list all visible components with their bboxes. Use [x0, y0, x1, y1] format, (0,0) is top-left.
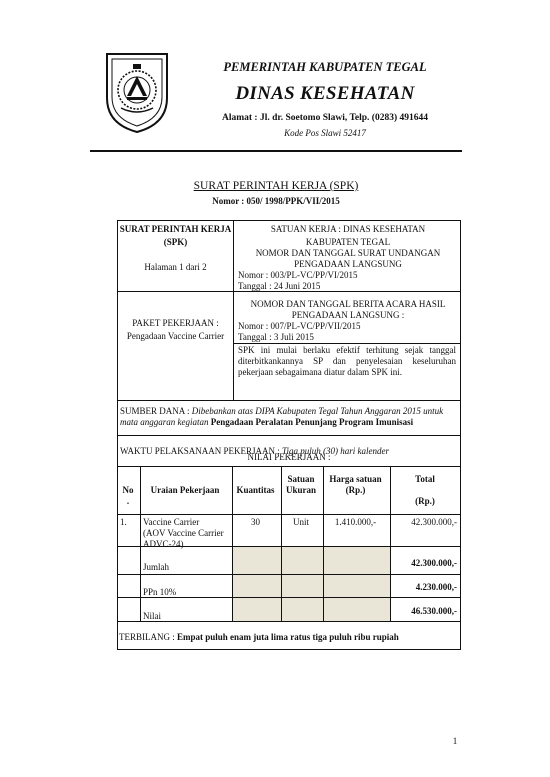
agency-name: DINAS KESEHATAN [235, 83, 415, 104]
col-harga-unit: (Rp.) [345, 485, 366, 495]
invitation-heading-2: PENGADAAN LANGSUNG [294, 259, 402, 269]
ppn-value: 4.230.000,- [415, 582, 457, 592]
nilai-value: 46.530.000,- [411, 606, 457, 616]
page-indicator: Halaman 1 dari 2 [144, 262, 207, 272]
item-no: 1. [120, 517, 127, 527]
agency-address: Alamat : Jl. dr. Soetomo Slawi, Telp. (0283) 491644 [221, 113, 429, 123]
col-ukuran: Ukuran [285, 485, 316, 495]
validity-text-3: pekerjaan sebagaimana diatur dalam SPK ini. [238, 367, 402, 377]
spk-label-abbrev: (SPK) [163, 237, 188, 247]
jumlah-value: 42.300.000,- [411, 558, 457, 568]
validity-text-2: diterbitkankannya SP dan penyelesaian keseluruhan [238, 356, 456, 366]
page-number: 1 [452, 736, 458, 746]
col-uraian: Uraian Pekerjaan [150, 485, 220, 495]
terbilang-line [119, 632, 459, 643]
item-price: 1.410.000,- [334, 517, 377, 527]
ba-heading: NOMOR DAN TANGGAL BERITA ACARA HASIL [250, 299, 446, 309]
package-label: PAKET PEKERJAAN : [132, 318, 219, 328]
letterhead-divider [90, 150, 462, 152]
invitation-heading: NOMOR DAN TANGGAL SURAT UNDANGAN [255, 248, 441, 258]
item-desc-2: (AOV Vaccine Carrier [143, 528, 224, 538]
col-no: No [122, 485, 134, 495]
work-unit-region: KABUPATEN TEGAL [305, 237, 391, 247]
col-satuan: Satuan [287, 474, 315, 484]
col-total: Total [415, 474, 435, 484]
document-title: SURAT PERINTAH KERJA (SPK) [193, 180, 359, 192]
invitation-date: Tanggal : 24 Juni 2015 [238, 281, 321, 291]
item-unit: Unit [292, 517, 309, 527]
invitation-number: Nomor : 003/PL-VC/PP/VI/2015 [238, 270, 358, 280]
funding-label: SUMBER DANA : [120, 406, 192, 416]
value-section [117, 220, 461, 650]
funding-text: Dibebankan atas DIPA Kabupaten Tegal Tahun Anggaran 2015 untuk [191, 406, 444, 416]
ppn-label: PPn 10% [143, 587, 177, 597]
col-no-dot: . [126, 496, 130, 506]
value-heading: NILAI PEKERJAAN : [247, 452, 331, 462]
ba-number: Nomor : 007/PL-VC/PP/VII/2015 [238, 321, 361, 331]
validity-text-1: SPK ini mulai berlaku efektif terhitung sejak tanggal [238, 345, 456, 355]
nilai-label: Nilai [143, 611, 161, 621]
funding-activity: Pengadaan Peralatan Penunjang Program Imunisasi [210, 417, 414, 427]
spk-label: SURAT PERINTAH KERJA [119, 224, 232, 234]
terbilang-value: Empat puluh enam juta lima ratus tiga puluh ribu rupiah [177, 632, 399, 642]
duration-label: WAKTU PELAKSANAAN PEKERJAAN : [120, 446, 282, 456]
item-total: 42.300.000,- [411, 517, 457, 527]
duration-value: Tiga puluh (30) hari kalender [282, 446, 389, 456]
package-name: Pengadaan Vaccine Carrier [126, 331, 225, 341]
jumlah-label: Jumlah [143, 562, 169, 572]
ba-heading-2: PENGADAAN LANGSUNG : [291, 310, 405, 320]
postal-code: Kode Pos Slawi 52417 [284, 128, 366, 138]
col-harga: Harga satuan [329, 474, 382, 484]
col-total-unit: (Rp.) [415, 496, 435, 506]
government-name: PEMERINTAH KABUPATEN TEGAL [223, 60, 427, 74]
document-number: Nomor : 050/ 1998/PPK/VII/2015 [212, 196, 340, 206]
terbilang-label: TERBILANG : [119, 632, 177, 642]
col-kuantitas: Kuantitas [236, 485, 275, 495]
kabupaten-tegal-seal-icon [103, 50, 171, 134]
item-desc-3: ADVC-24) [143, 539, 184, 549]
funding-text-prefix: mata anggaran kegiatan [120, 417, 211, 427]
work-unit: SATUAN KERJA : DINAS KESEHATAN [270, 224, 426, 234]
ba-date: Tanggal : 3 Juli 2015 [238, 332, 314, 342]
item-qty: 30 [251, 517, 260, 527]
item-desc: Vaccine Carrier [143, 517, 200, 527]
